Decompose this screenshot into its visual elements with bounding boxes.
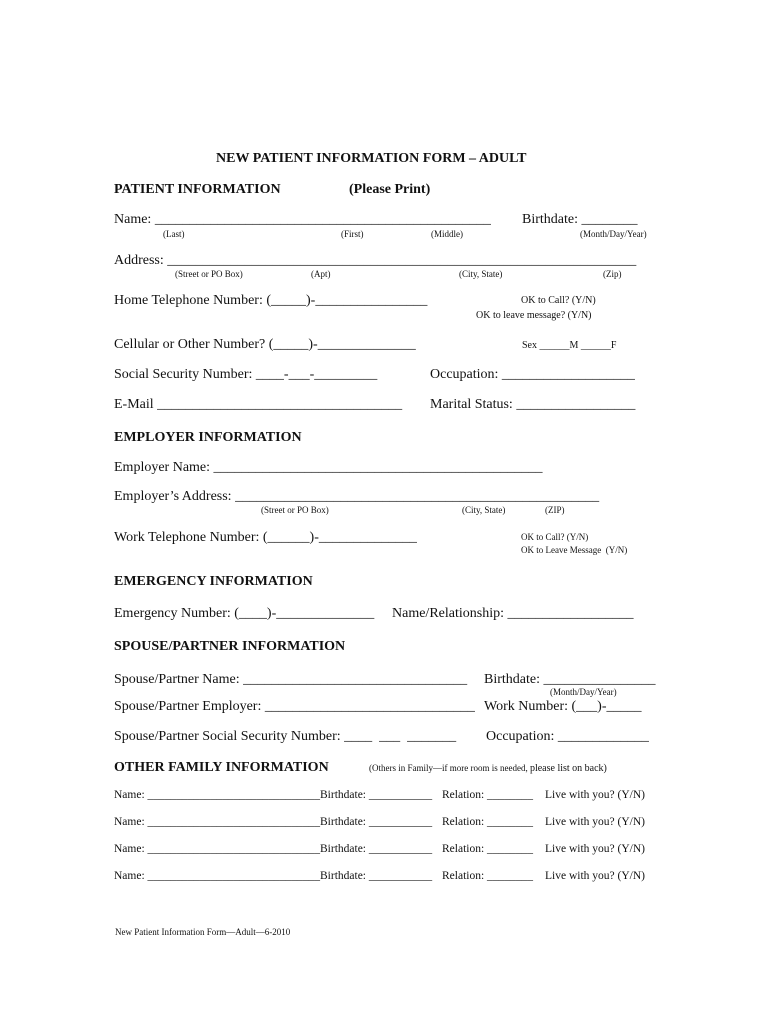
section-heading-family: OTHER FAMILY INFORMATION — [114, 760, 329, 775]
family-row-2-relation[interactable]: Relation: ________ — [442, 816, 534, 828]
family-row-3-live-with[interactable]: Live with you? (Y/N) — [545, 843, 645, 855]
family-row-2-birthdate[interactable]: Birthdate: ___________ — [320, 816, 433, 828]
employer-address-field[interactable]: Employer’s Address: ____________________________________________________ — [114, 489, 600, 504]
family-row-4-relation[interactable]: Relation: ________ — [442, 870, 534, 882]
family-note-part-2: please list on back) — [529, 763, 607, 774]
family-row-3-birthdate[interactable]: Birthdate: ___________ — [320, 843, 433, 855]
family-row-1-name[interactable]: Name: ______________________________ — [114, 789, 321, 801]
family-note — [369, 764, 607, 774]
section-heading-emergency: EMERGENCY INFORMATION — [114, 574, 313, 589]
spouse-work-number-field[interactable]: Work Number: (___)-_____ — [484, 699, 642, 714]
section-heading-spouse: SPOUSE/PARTNER INFORMATION — [114, 639, 346, 654]
name-sub-middle: (Middle) — [431, 229, 463, 239]
sex-field[interactable]: Sex ______M ______F — [522, 340, 617, 351]
emergency-relationship-field[interactable]: Name/Relationship: __________________ — [392, 606, 634, 621]
employer-name-field[interactable]: Employer Name: _______________________________________________ — [114, 460, 543, 475]
family-row-2-name[interactable]: Name: ______________________________ — [114, 816, 321, 828]
work-ok-to-call: OK to Call? (Y/N) — [521, 532, 589, 542]
family-row-4-live-with[interactable]: Live with you? (Y/N) — [545, 870, 645, 882]
occupation-field[interactable]: Occupation: ___________________ — [430, 367, 635, 382]
family-row-1-live-with[interactable]: Live with you? (Y/N) — [545, 789, 645, 801]
work-ok-to-leave-message: OK to Leave Message (Y/N) — [521, 545, 628, 555]
name-sub-last: (Last) — [163, 229, 185, 239]
marital-status-field[interactable]: Marital Status: _________________ — [430, 397, 636, 412]
cell-phone-field[interactable]: Cellular or Other Number? (_____)-______________ — [114, 337, 416, 352]
address-sub-city: (City, State) — [459, 269, 503, 279]
address-sub-apt: (Apt) — [311, 269, 331, 279]
spouse-ssn-field[interactable]: Spouse/Partner Social Security Number: ____ ___ _______ — [114, 729, 457, 744]
please-print-note: (Please Print) — [349, 182, 431, 197]
work-phone-field[interactable]: Work Telephone Number: (______)-______________ — [114, 530, 417, 545]
address-sub-street: (Street or PO Box) — [175, 269, 243, 279]
spouse-employer-field[interactable]: Spouse/Partner Employer: ______________________________ — [114, 699, 475, 714]
employer-sub-city: (City, State) — [462, 505, 506, 515]
family-row-3-name[interactable]: Name: ______________________________ — [114, 843, 321, 855]
family-row-1-birthdate[interactable]: Birthdate: ___________ — [320, 789, 433, 801]
spouse-name-field[interactable]: Spouse/Partner Name: ________________________________ — [114, 672, 468, 687]
ssn-field[interactable]: Social Security Number: ____-___-_________ — [114, 367, 378, 382]
address-sub-zip: (Zip) — [603, 269, 622, 279]
birthdate-sub-format: (Month/Day/Year) — [580, 229, 647, 239]
employer-sub-zip: (ZIP) — [545, 505, 565, 515]
section-heading-employer: EMPLOYER INFORMATION — [114, 430, 302, 445]
family-row-3-relation[interactable]: Relation: ________ — [442, 843, 534, 855]
spouse-occupation-field[interactable]: Occupation: _____________ — [486, 729, 649, 744]
home-phone-field[interactable]: Home Telephone Number: (_____)-________________ — [114, 293, 428, 308]
name-sub-first: (First) — [341, 229, 364, 239]
emergency-number-field[interactable]: Emergency Number: (____)-______________ — [114, 606, 375, 621]
family-row-4-name[interactable]: Name: ______________________________ — [114, 870, 321, 882]
section-heading-patient: PATIENT INFORMATION — [114, 182, 281, 197]
family-row-4-birthdate[interactable]: Birthdate: ___________ — [320, 870, 433, 882]
patient-name-field[interactable]: Name: ________________________________________________ — [114, 212, 491, 227]
patient-birthdate-field[interactable]: Birthdate: ________ — [522, 212, 638, 227]
spouse-birthdate-field[interactable]: Birthdate: ________________ — [484, 672, 656, 687]
family-note-part-1: (Others in Family—if more room is needed, — [369, 763, 530, 773]
family-row-2-live-with[interactable]: Live with you? (Y/N) — [545, 816, 645, 828]
family-row-1-relation[interactable]: Relation: ________ — [442, 789, 534, 801]
form-title: NEW PATIENT INFORMATION FORM – ADULT — [216, 151, 527, 166]
address-field[interactable]: Address: ___________________________________________________________________ — [114, 253, 637, 268]
spouse-birthdate-sub-format: (Month/Day/Year) — [550, 687, 617, 697]
home-ok-to-call: OK to Call? (Y/N) — [521, 295, 596, 306]
form-footer: New Patient Information Form—Adult—6-2010 — [115, 927, 291, 937]
email-field[interactable]: E-Mail ___________________________________ — [114, 397, 403, 412]
employer-sub-street: (Street or PO Box) — [261, 505, 329, 515]
home-ok-to-leave-message: OK to leave message? (Y/N) — [476, 310, 592, 321]
